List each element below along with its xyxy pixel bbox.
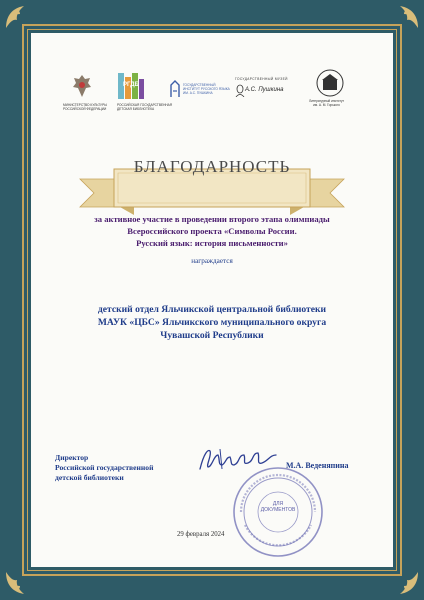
museum-signature: А.С. Пушкина: [245, 87, 284, 93]
institute-text: ГОСУДАРСТВЕННЫЙ ИНСТИТУТ РУССКОГО ЯЗЫКА ИМ. А.С. ПУШКИНА: [183, 83, 230, 95]
recipient: [31, 303, 393, 342]
awarded-label: награждается: [191, 257, 233, 265]
gorky-text: Литературный институт им. А. М. Горького: [309, 99, 345, 107]
certificate-paper: [31, 33, 393, 567]
director-signature: [196, 443, 286, 477]
ministry-emblem-icon: [71, 73, 93, 99]
issue-date: 29 февраля 2024: [177, 531, 225, 538]
award-reason-line: Русский язык: история письменности»: [136, 238, 288, 248]
signatory-line: детской библиотеки: [55, 473, 124, 482]
recipient-line: Чувашской Республики: [160, 330, 264, 341]
logo-row: [31, 69, 393, 119]
signatory-title: [55, 453, 153, 483]
award-reason-line: за активное участие в проведении второго этапа олимпиады: [94, 214, 330, 224]
rgdb-caption: РОССИЙСКАЯ ГОСУДАРСТВЕННАЯ ДЕТСКАЯ БИБЛИОТЕКА: [117, 103, 173, 111]
award-reason-line: Всероссийского проекта «Символы России.: [127, 226, 297, 236]
gorky-institute-logo-icon: [315, 69, 345, 97]
award-reason: [31, 213, 393, 249]
signatory-line: Директор: [55, 453, 89, 462]
stamp-text: ДЛЯ ДОКУМЕНТОВ: [260, 501, 296, 513]
signatory-line: Российской государственной: [55, 463, 154, 472]
ministry-text: МИНИСТЕРСТВО КУЛЬТУРЫ РОССИЙСКОЙ ФЕДЕРАЦИИ: [63, 103, 108, 111]
recipient-line: детский отдел Яльчикской центральной библиотеки: [97, 304, 327, 315]
rgdb-text: РГДБ: [123, 82, 139, 88]
institute-logo-icon: [169, 79, 181, 99]
signatory-name: М.А. Веденяпина: [286, 461, 349, 470]
certificate-title: БЛАГОДАРНОСТЬ: [133, 157, 291, 176]
pushkin-portrait-icon: [235, 83, 245, 97]
museum-header: ГОСУДАРСТВЕННЫЙ МУЗЕЙ: [235, 77, 288, 81]
recipient-line: МАУК «ЦБС» Яльчикского муниципального округа: [97, 317, 327, 328]
